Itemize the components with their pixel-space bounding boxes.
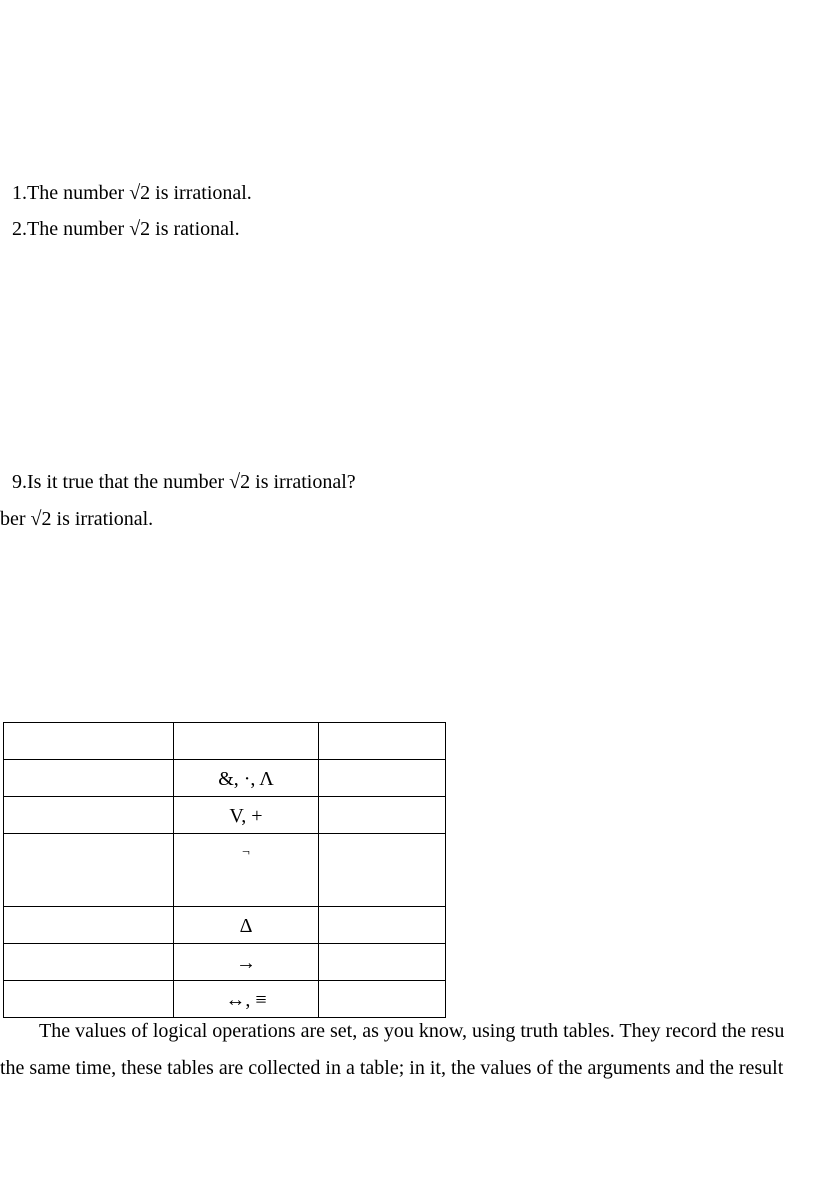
table-row xyxy=(4,981,446,1018)
table-cell xyxy=(4,981,174,1018)
answer-fragment: ber √2 is irrational. xyxy=(0,508,154,530)
list-item-number: 2. xyxy=(12,218,27,240)
paragraph-line-2: the same time, these tables are collected in a table; in it, the values of the arguments and the result xyxy=(0,1057,784,1079)
list-item-number: 1. xyxy=(12,182,27,204)
table-cell xyxy=(319,907,446,944)
table-cell xyxy=(4,944,174,981)
table-cell xyxy=(4,907,174,944)
question-text: Is it true that the number √2 is irrational? xyxy=(27,471,356,493)
table-row xyxy=(4,760,446,797)
list-item-1 xyxy=(12,181,252,205)
list-item-2 xyxy=(12,217,240,241)
table-cell xyxy=(4,760,174,797)
table-cell xyxy=(319,797,446,834)
symbol-cell: Δ xyxy=(174,907,319,944)
table-cell xyxy=(4,723,174,760)
table-row xyxy=(4,944,446,981)
symbol-cell: V, + xyxy=(174,797,319,834)
table-row xyxy=(4,723,446,760)
table-row xyxy=(4,797,446,834)
table-cell xyxy=(319,944,446,981)
table-cell xyxy=(319,834,446,907)
question-item xyxy=(12,470,356,494)
symbol-cell xyxy=(174,723,319,760)
symbol-cell: &, ·, Λ xyxy=(174,760,319,797)
table-cell xyxy=(319,723,446,760)
symbol-cell: ↔, ≡ xyxy=(174,981,319,1018)
operations-table xyxy=(3,722,446,1018)
symbol-cell: ¬ xyxy=(174,834,319,907)
question-number: 9. xyxy=(12,471,27,493)
table-row xyxy=(4,907,446,944)
list-item-text: The number √2 is irrational. xyxy=(27,182,252,204)
symbol-cell: → xyxy=(174,944,319,981)
table-cell xyxy=(319,760,446,797)
table-row xyxy=(4,834,446,907)
table-cell xyxy=(4,797,174,834)
list-item-text: The number √2 is rational. xyxy=(27,218,240,240)
paragraph-line-1: The values of logical operations are set, as you know, using truth tables. They record the resu xyxy=(39,1020,785,1042)
table-cell xyxy=(4,834,174,907)
table-cell xyxy=(319,981,446,1018)
